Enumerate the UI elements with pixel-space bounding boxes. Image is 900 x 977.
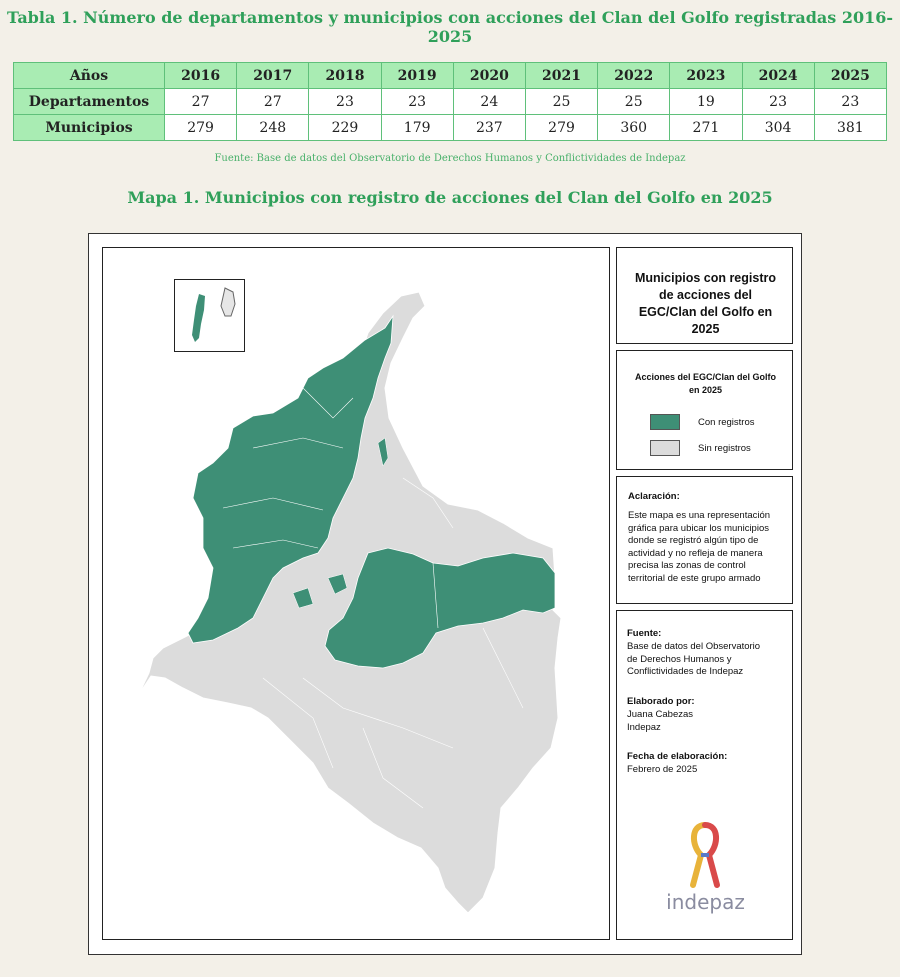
table-cell: 25 bbox=[525, 89, 597, 115]
table-cell: 229 bbox=[309, 115, 381, 141]
table-cell: 23 bbox=[381, 89, 453, 115]
author-heading: Elaborado por: bbox=[627, 696, 695, 707]
header-label: Años bbox=[14, 63, 165, 89]
table-row bbox=[14, 89, 887, 115]
date-line: Febrero de 2025 bbox=[627, 764, 698, 775]
table-header-row bbox=[14, 63, 887, 89]
table-cell: 179 bbox=[381, 115, 453, 141]
source-line: de Derechos Humanos y bbox=[627, 653, 732, 665]
row-label: Departamentos bbox=[14, 89, 165, 115]
table-title: Tabla 1. Número de departamentos y municipios con acciones del Clan del Golfo registradas 2016-2025 bbox=[6, 8, 894, 46]
table-cell: 27 bbox=[237, 89, 309, 115]
source-heading: Fuente: bbox=[627, 628, 662, 639]
note-body bbox=[628, 510, 788, 586]
table-cell: 19 bbox=[670, 89, 742, 115]
legend-title bbox=[617, 371, 794, 397]
table-cell: 25 bbox=[598, 89, 670, 115]
table-cell: 360 bbox=[598, 115, 670, 141]
year-header: 2025 bbox=[814, 63, 886, 89]
panel-title-line: EGC/Clan del Golfo en bbox=[638, 305, 773, 319]
inset-map bbox=[175, 280, 244, 351]
map-note bbox=[616, 476, 793, 604]
table-cell: 304 bbox=[742, 115, 814, 141]
year-header: 2016 bbox=[165, 63, 237, 89]
year-header: 2022 bbox=[598, 63, 670, 89]
table-cell: 23 bbox=[309, 89, 381, 115]
row-label: Municipios bbox=[14, 115, 165, 141]
table-cell: 271 bbox=[670, 115, 742, 141]
panel-title-line: 2025 bbox=[691, 322, 720, 336]
table-cell: 381 bbox=[814, 115, 886, 141]
panel-title-line: Municipios con registro bbox=[635, 271, 776, 285]
year-header: 2017 bbox=[237, 63, 309, 89]
table-cell: 27 bbox=[165, 89, 237, 115]
year-header: 2021 bbox=[525, 63, 597, 89]
table-cell: 23 bbox=[742, 89, 814, 115]
panel-title-line: de acciones del bbox=[658, 288, 753, 302]
inset-island-with-records bbox=[192, 294, 205, 342]
table-cell: 279 bbox=[525, 115, 597, 141]
data-table bbox=[13, 62, 887, 141]
legend-swatch-without-records bbox=[650, 440, 680, 456]
map-legend bbox=[616, 350, 793, 470]
source-line: Base de datos del Observatorio bbox=[627, 641, 761, 652]
note-line: territorial de este grupo armado bbox=[628, 572, 761, 584]
legend-label-without-records: Sin registros bbox=[698, 443, 751, 454]
note-heading: Aclaración: bbox=[628, 491, 680, 502]
author-line: Indepaz bbox=[627, 721, 661, 733]
map-panel-title-box bbox=[616, 247, 793, 344]
author-line: Juana Cabezas bbox=[627, 709, 694, 720]
note-line: Este mapa es una representación bbox=[628, 510, 771, 521]
year-header: 2019 bbox=[381, 63, 453, 89]
year-header: 2023 bbox=[670, 63, 742, 89]
islands-inset bbox=[174, 279, 245, 352]
year-header: 2020 bbox=[453, 63, 525, 89]
table-cell: 279 bbox=[165, 115, 237, 141]
map-panel bbox=[102, 247, 610, 940]
date-text bbox=[627, 764, 787, 777]
author-text bbox=[627, 709, 787, 734]
date-heading: Fecha de elaboración: bbox=[627, 751, 728, 762]
table-cell: 24 bbox=[453, 89, 525, 115]
legend-title-line: en 2025 bbox=[688, 385, 723, 395]
legend-swatch-with-records bbox=[650, 414, 680, 430]
source-line: Conflictividades de Indepaz bbox=[627, 666, 744, 678]
note-line: gráfica para ubicar los municipios bbox=[628, 522, 769, 534]
table-cell: 23 bbox=[814, 89, 886, 115]
note-line: actividad y no refleja de manera bbox=[628, 547, 763, 559]
map-panel-title bbox=[617, 270, 794, 338]
indepaz-ribbon-logo-icon bbox=[687, 819, 723, 891]
table-cell: 237 bbox=[453, 115, 525, 141]
inset-island-without-records bbox=[221, 288, 235, 316]
year-header: 2018 bbox=[309, 63, 381, 89]
table-row bbox=[14, 115, 887, 141]
table-cell: 248 bbox=[237, 115, 309, 141]
indepaz-logo-text: indepaz bbox=[666, 890, 745, 914]
table-source: Fuente: Base de datos del Observatorio de Derechos Humanos y Conflictividades de Indepaz bbox=[214, 153, 686, 164]
note-line: precisa las zonas de control bbox=[628, 560, 746, 572]
year-header: 2024 bbox=[742, 63, 814, 89]
note-line: donde se registró algún tipo de bbox=[628, 535, 759, 547]
source-text bbox=[627, 641, 787, 679]
map-title: Mapa 1. Municipios con registro de acciones del Clan del Golfo en 2025 bbox=[127, 188, 773, 207]
map-info bbox=[616, 610, 793, 940]
legend-label-with-records: Con registros bbox=[698, 417, 755, 428]
legend-title-line: Acciones del EGC/Clan del Golfo bbox=[634, 372, 777, 382]
